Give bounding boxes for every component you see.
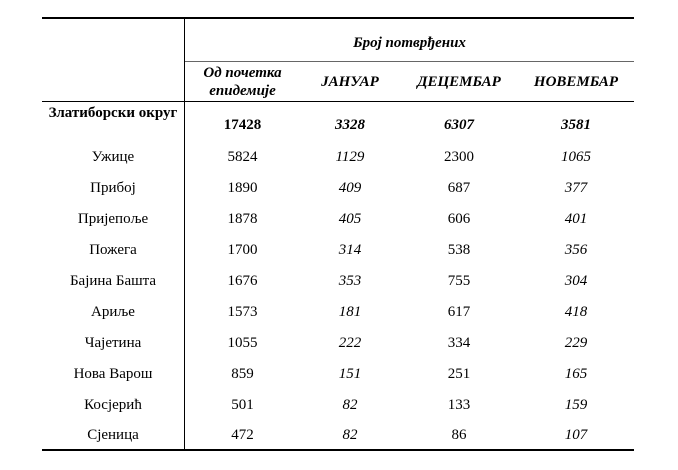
value-january: 409 (338, 180, 362, 196)
row-name: Прибој (90, 180, 136, 196)
value-since-start: 1676 (227, 273, 258, 289)
value-november: 418 (564, 304, 588, 320)
value-january: 314 (338, 242, 362, 258)
table-row (42, 394, 634, 425)
row-name: Нова Варош (73, 366, 153, 382)
table-row-total (42, 102, 634, 146)
value-november: 229 (564, 335, 588, 351)
table-row (42, 239, 634, 270)
table-row (42, 363, 634, 394)
value-december: 334 (447, 335, 471, 351)
value-january: 353 (338, 273, 362, 289)
column-header-since-start: Од почетка епидемије (203, 65, 282, 99)
value-since-start: 501 (231, 397, 254, 413)
value-december: 606 (447, 211, 471, 227)
value-november: 165 (564, 366, 588, 382)
value-december: 86 (451, 427, 467, 443)
value-november: 1065 (561, 149, 591, 165)
value-since-start: 1878 (227, 211, 258, 227)
value-december: 687 (447, 180, 471, 196)
row-name: Косјерић (84, 397, 142, 413)
value-january: 82 (342, 427, 358, 443)
value-since-start: 5824 (227, 149, 258, 165)
value-november: 107 (564, 427, 588, 443)
column-header-december: ДЕЦЕМБАР (417, 74, 501, 90)
value-since-start: 1890 (227, 180, 258, 196)
value-december: 755 (447, 273, 471, 289)
value-december: 133 (447, 397, 471, 413)
value-december: 617 (447, 304, 471, 320)
row-name: Пријепоље (77, 211, 149, 227)
value-november: 304 (564, 273, 588, 289)
value-january: 82 (342, 397, 358, 413)
value-since-start: 472 (231, 427, 254, 443)
value-december: 251 (447, 366, 471, 382)
value-november: 3581 (561, 117, 591, 133)
value-december: 538 (447, 242, 471, 258)
value-january: 405 (338, 211, 362, 227)
value-january: 181 (338, 304, 362, 320)
table-row (42, 208, 634, 239)
value-november: 356 (564, 242, 588, 258)
group-header: Број потврђених (353, 35, 466, 51)
value-since-start: 1573 (227, 304, 258, 320)
table-row (42, 332, 634, 363)
row-name: Пожега (89, 242, 137, 258)
row-name: Ужице (91, 149, 135, 165)
value-november: 377 (564, 180, 588, 196)
row-name: Златиборски округ (48, 105, 178, 121)
value-january: 222 (338, 335, 362, 351)
column-header-january: ЈАНУАР (321, 74, 379, 90)
value-since-start: 859 (231, 366, 254, 382)
value-january: 151 (338, 366, 362, 382)
row-name: Ариље (91, 304, 135, 320)
value-since-start: 1055 (227, 335, 258, 351)
value-january: 1129 (335, 149, 365, 165)
row-name: Бајина Башта (69, 273, 157, 289)
value-since-start: 17428 (223, 117, 262, 133)
table-row (42, 177, 634, 208)
table-row (42, 146, 634, 177)
row-name: Чајетина (84, 335, 142, 351)
value-november: 401 (564, 211, 588, 227)
row-name: Сјеница (87, 427, 139, 443)
value-december: 6307 (444, 117, 474, 133)
table-row (42, 301, 634, 332)
value-december: 2300 (444, 149, 474, 165)
value-january: 3328 (335, 117, 365, 133)
column-header-november: НОВЕМБАР (533, 74, 619, 90)
value-since-start: 1700 (227, 242, 258, 258)
table-row (42, 424, 634, 455)
value-november: 159 (564, 397, 588, 413)
table-row (42, 270, 634, 301)
top-rule (42, 17, 634, 19)
